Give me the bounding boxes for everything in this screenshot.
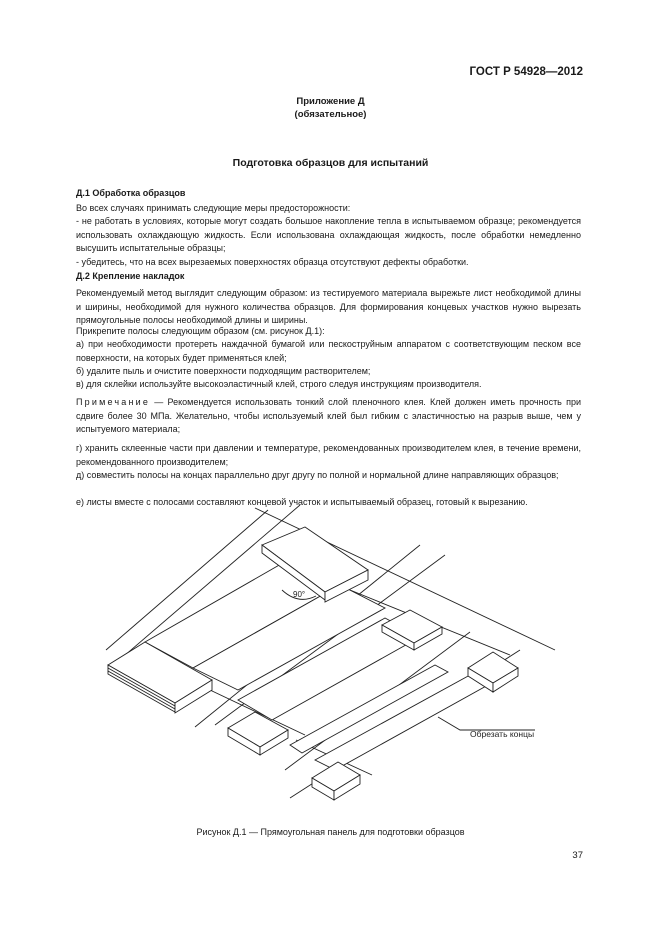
d2-item-d: д) совместить полосы на концах параллельно друг другу по полной и нормальной длине направляющих образцов; — [76, 470, 559, 480]
appendix-title: Приложение Д — [296, 96, 365, 107]
section-title: Подготовка образцов для испытаний — [232, 157, 429, 169]
d2-para2: Прикрепите полосы следующим образом (см. рисунок Д.1): — [76, 326, 325, 336]
d1-item1: - не работать в условиях, которые могут создать большое накопление тепла в испытываемом образце; рекомендуется использовать охлаждающую жидкость. Если использована охлаждающая жидкость, после обработки немедленно высушить испытательные образцы; — [76, 216, 581, 254]
angle-label: 90° — [293, 590, 306, 599]
callout-label: Обрезать концы — [470, 729, 535, 739]
page-number: 37 — [572, 850, 583, 861]
d1-intro: Во всех случаях принимать следующие меры предосторожности: — [76, 203, 351, 213]
d2-item-e: е) листы вместе с полосами составляют концевой участок и испытываемый образец, готовый к вырезанию. — [76, 497, 528, 507]
d2-item-v: в) для склейки используйте высокоэластичный клей, строго следуя инструкциям производителя. — [76, 379, 482, 389]
d2-para1: Рекомендуемый метод выглядит следующим образом: из тестируемого материала вырежьте лист необходимой длины и ширины, необходимой для нужного количества образцов. Для формирования концевых участков нужно вырезать прямоугольные полосы необходимой длины и ширины. — [76, 288, 581, 326]
d2-item-g: г) хранить склеенные части при давлении и температуре, рекомендованных производителем клея, в течение времени, рекомендованного производителем; — [76, 443, 581, 467]
figure-caption: Рисунок Д.1 — Прямоугольная панель для подготовки образцов — [196, 827, 465, 837]
d2-item-b: б) удалите пыль и очистите поверхности подходящим растворителем; — [76, 366, 371, 376]
d2-heading: Д.2 Крепление накладок — [76, 271, 185, 281]
d2-item-a: а) при необходимости протереть наждачной бумагой или пескоструйным аппаратом с соответствующим песком все поверхности, на которых будет применяться клей; — [76, 339, 581, 363]
d1-item2: - убедитесь, что на всех вырезаемых поверхностях образца отсутствуют дефекты обработки. — [76, 257, 469, 267]
d1-heading: Д.1 Обработка образцов — [76, 188, 186, 198]
document-id: ГОСТ Р 54928—2012 — [469, 66, 583, 78]
note-label: Примечание — [76, 397, 151, 407]
appendix-subtitle: (обязательное) — [294, 109, 367, 120]
note-text: — Рекомендуется использовать тонкий слой пленочного клея. Клей должен иметь прочность при сдвиге более 30 МПа. Желательно, чтобы используемый клей был гибким с эластичностью на разрыв выше, чем у испытуемого материала; — [76, 397, 581, 435]
